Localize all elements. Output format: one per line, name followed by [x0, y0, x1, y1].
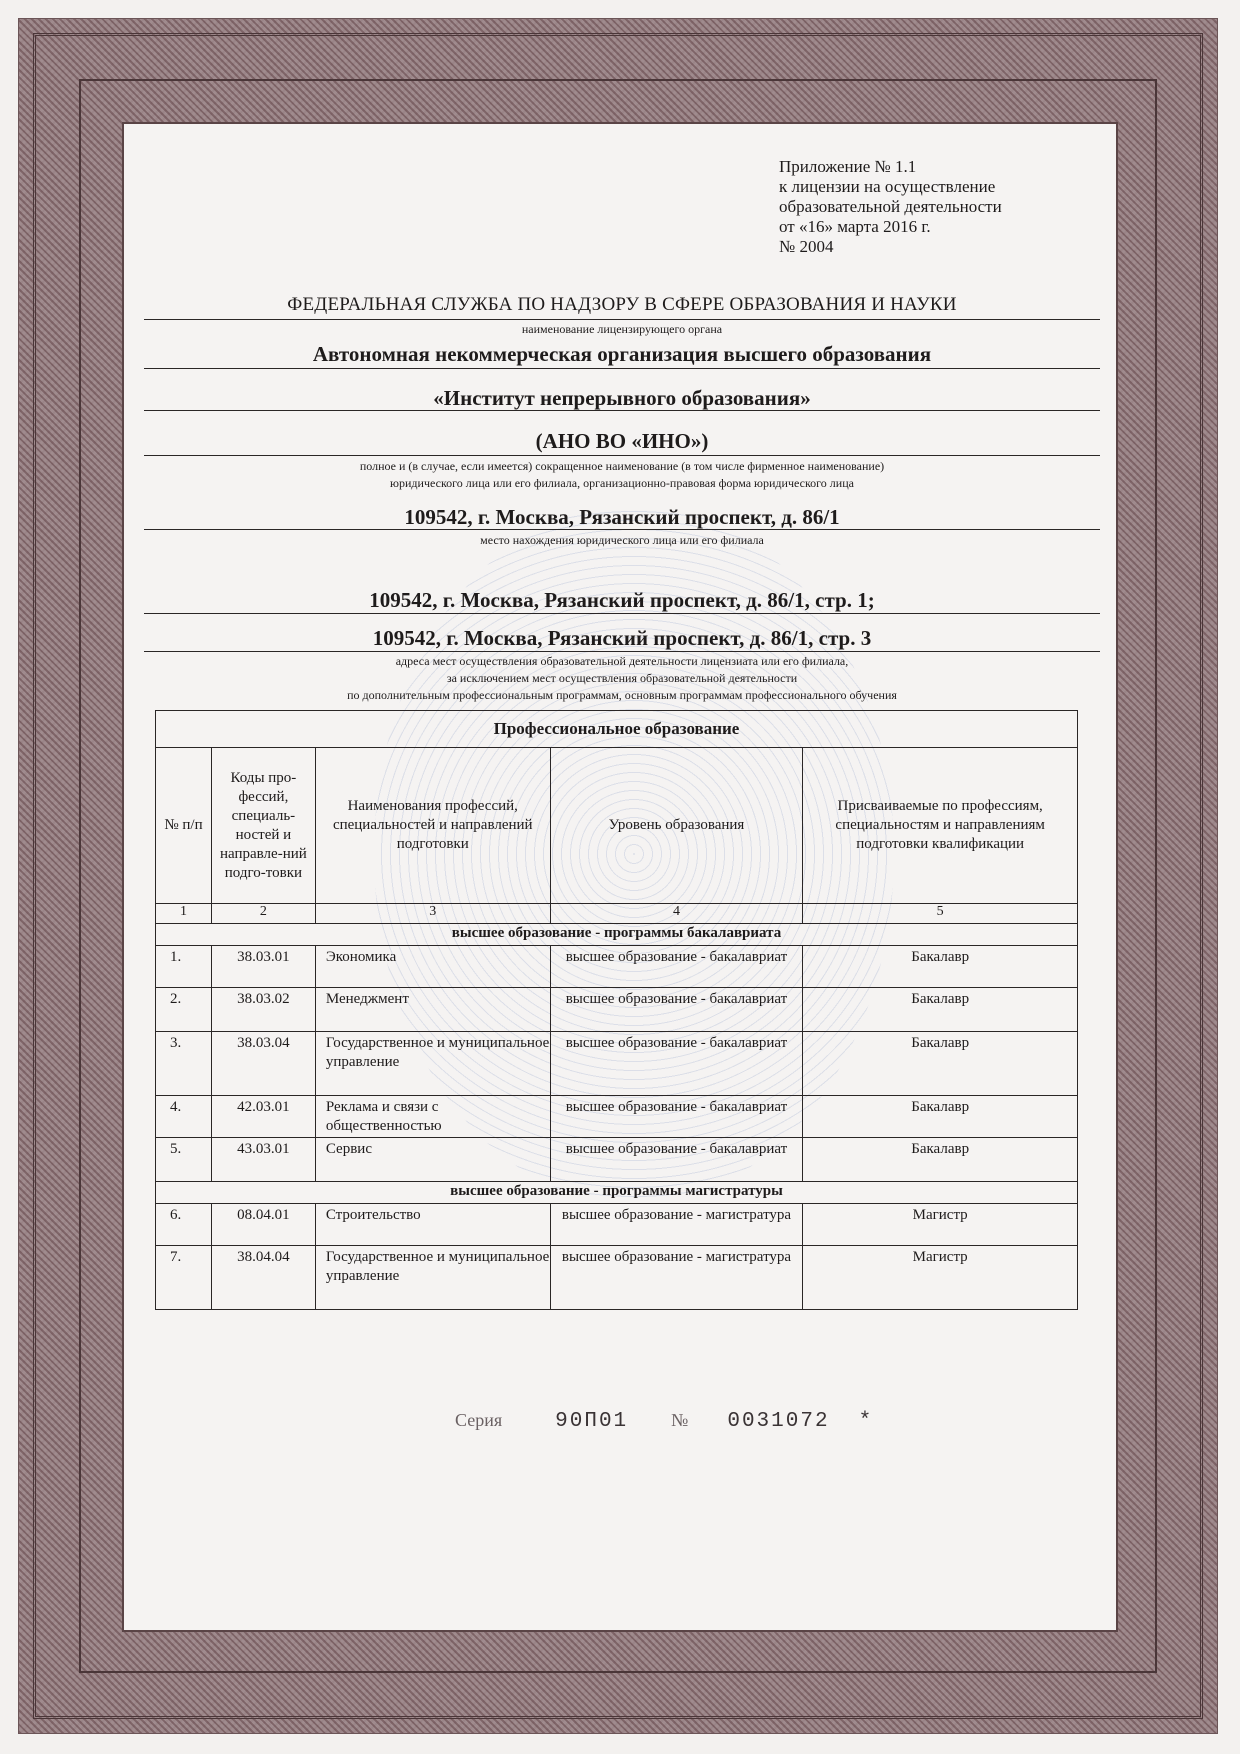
row-qualification: Бакалавр: [803, 1032, 1078, 1096]
row-level: высшее образование - бакалавриат: [550, 988, 803, 1032]
row-name: Менеджмент: [315, 988, 550, 1032]
row-qualification: Бакалавр: [803, 988, 1078, 1032]
row-code: 38.03.02: [211, 988, 315, 1032]
header-number: № п/п: [156, 748, 212, 904]
table-row: [156, 1096, 1078, 1138]
appendix-line: к лицензии на осуществление: [779, 177, 996, 196]
legal-address-caption: место нахождения юридического лица или его филиала: [480, 533, 764, 547]
row-level: высшее образование - бакалавриат: [550, 1096, 803, 1138]
row-qualification: Бакалавр: [803, 1138, 1078, 1182]
row-level: высшее образование - магистратура: [550, 1204, 803, 1246]
activity-address-2: 109542, г. Москва, Рязанский проспект, д. 86/1, стр. 3: [372, 626, 872, 650]
org-underline-2: [144, 410, 1100, 411]
activity-caption-3: по дополнительным профессиональным программам, основным программам профессионального обучения: [347, 688, 897, 702]
license-number: 0031072: [727, 1410, 830, 1433]
header-level: Уровень образования: [550, 748, 803, 904]
row-code: 38.03.04: [211, 1032, 315, 1096]
table-row: [156, 988, 1078, 1032]
row-number: 1.: [156, 946, 212, 988]
organization-name-line1: Автономная некоммерческая организация высшего образования: [312, 342, 932, 366]
agency-underline: [144, 319, 1100, 320]
table-row: [156, 1138, 1078, 1182]
row-number: 7.: [156, 1246, 212, 1310]
row-number: 5.: [156, 1138, 212, 1182]
row-level: высшее образование - бакалавриат: [550, 946, 803, 988]
row-number: 3.: [156, 1032, 212, 1096]
row-qualification: Бакалавр: [803, 946, 1078, 988]
activity-caption-2: за исключением мест осуществления образовательной деятельности: [446, 671, 798, 685]
column-number-row: [156, 904, 1078, 924]
appendix-line: от «16» марта 2016 г.: [779, 217, 931, 236]
agency-name: ФЕДЕРАЛЬНАЯ СЛУЖБА ПО НАДЗОРУ В СФЕРЕ ОБРАЗОВАНИЯ И НАУКИ: [287, 294, 957, 315]
row-qualification: Бакалавр: [803, 1096, 1078, 1138]
row-qualification: Магистр: [803, 1246, 1078, 1310]
organization-short-name: (АНО ВО «ИНО»): [535, 429, 709, 453]
number-label: №: [671, 1410, 689, 1430]
row-name: Государственное и муниципальное управление: [315, 1246, 550, 1310]
activity-caption-1: адреса мест осуществления образовательной деятельности лицензиата или его филиала,: [395, 654, 849, 668]
series-mark: *: [858, 1410, 874, 1433]
table-row: [156, 1032, 1078, 1096]
table-row: [156, 946, 1078, 988]
organization-caption-1: полное и (в случае, если имеется) сокращенное наименование (в том числе фирменное наименование): [359, 459, 885, 473]
row-code: 08.04.01: [211, 1204, 315, 1246]
row-level: высшее образование - магистратура: [550, 1246, 803, 1310]
section-master: высшее образование - программы магистратуры: [156, 1182, 1078, 1204]
section-bachelor: высшее образование - программы бакалавриата: [156, 924, 1078, 946]
row-code: 42.03.01: [211, 1096, 315, 1138]
row-level: высшее образование - бакалавриат: [550, 1032, 803, 1096]
table-title: Профессиональное образование: [156, 711, 1078, 748]
org-underline-1: [144, 368, 1100, 369]
header-name: Наименования профессий, специальностей и направлений подготовки: [315, 748, 550, 904]
organization-name-line2: «Институт непрерывного образования»: [433, 386, 811, 410]
table-row: [156, 1204, 1078, 1246]
row-qualification: Магистр: [803, 1204, 1078, 1246]
header-qualification: Присваиваемые по профессиям, специальностям и направлениям подготовки квалификации: [803, 748, 1078, 904]
activity-underline-2: [144, 651, 1100, 652]
row-name: Сервис: [315, 1138, 550, 1182]
row-code: 43.03.01: [211, 1138, 315, 1182]
row-level: высшее образование - бакалавриат: [550, 1138, 803, 1182]
programs-table: [155, 710, 1078, 1310]
row-name: Государственное и муниципальное управление: [315, 1032, 550, 1096]
legal-address: 109542, г. Москва, Рязанский проспект, д. 86/1: [404, 505, 840, 529]
series-label: Серия: [455, 1410, 503, 1430]
appendix-block: [779, 157, 1002, 257]
row-number: 2.: [156, 988, 212, 1032]
column-number: 4: [550, 904, 803, 924]
row-number: 6.: [156, 1204, 212, 1246]
row-code: 38.03.01: [211, 946, 315, 988]
agency-caption: наименование лицензирующего органа: [521, 322, 723, 336]
appendix-line: образовательной деятельности: [779, 197, 1002, 216]
activity-address-1: 109542, г. Москва, Рязанский проспект, д. 86/1, стр. 1;: [369, 588, 875, 612]
row-name: Экономика: [315, 946, 550, 988]
header-code: Коды про-фессий, специаль-ностей и направле-ний подго-товки: [211, 748, 315, 904]
table-header-row: [156, 748, 1078, 904]
appendix-line: № 2004: [779, 237, 834, 256]
org-underline-3: [144, 455, 1100, 456]
column-number: 5: [803, 904, 1078, 924]
column-number: 3: [315, 904, 550, 924]
series-value: 90П01: [555, 1410, 629, 1433]
activity-underline-1: [144, 613, 1100, 614]
column-number: 1: [156, 904, 212, 924]
row-name: Строительство: [315, 1204, 550, 1246]
row-number: 4.: [156, 1096, 212, 1138]
appendix-line: Приложение № 1.1: [779, 157, 917, 176]
address-underline: [144, 529, 1100, 530]
column-number: 2: [211, 904, 315, 924]
row-code: 38.04.04: [211, 1246, 315, 1310]
series-number-block: [455, 1410, 873, 1433]
table-row: [156, 1246, 1078, 1310]
row-name: Реклама и связи с общественностью: [315, 1096, 550, 1138]
organization-caption-2: юридического лица или его филиала, организационно-правовая форма юридического лица: [390, 476, 854, 490]
